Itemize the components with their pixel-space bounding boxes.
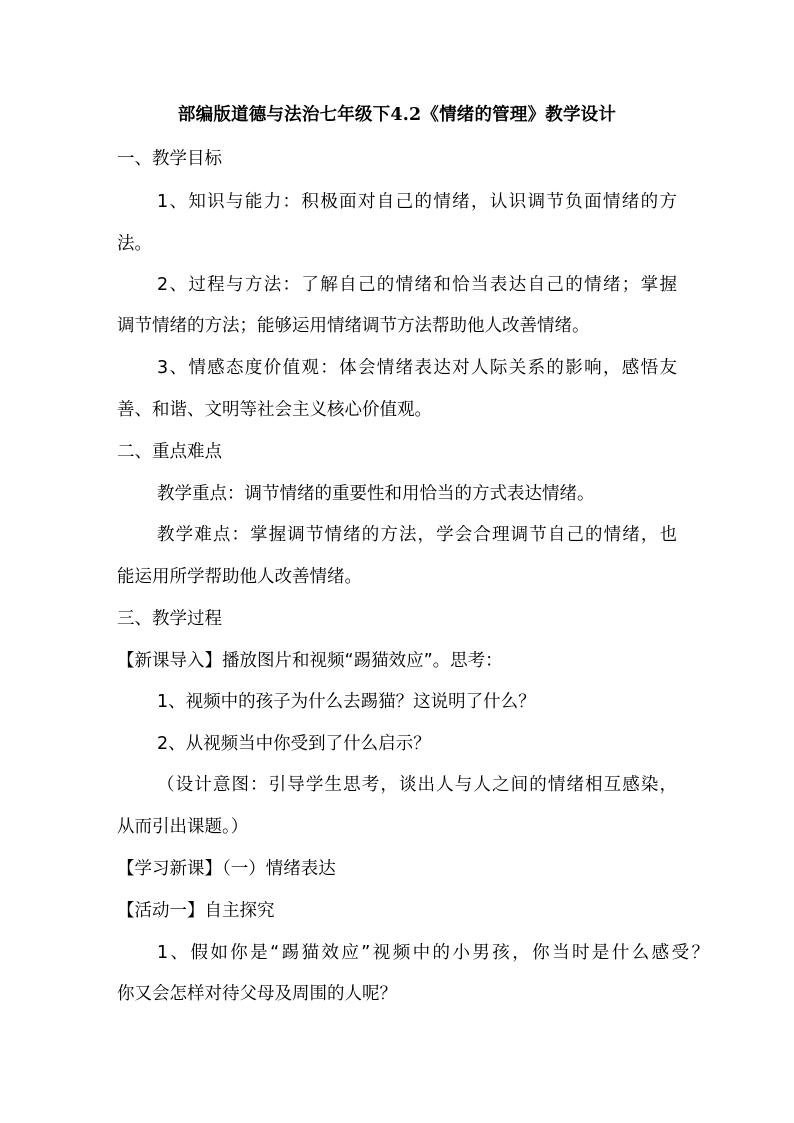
objective-1-line-1: 1、知识与能力：积极面对自己的情绪，认识调节负面情绪的方 [157, 192, 677, 212]
objective-2-line-1: 2、过程与方法：了解自己的情绪和恰当表达自己的情绪；掌握 [157, 275, 677, 295]
section-heading-key-points: 二、重点难点 [117, 442, 222, 462]
objective-1-line-2: 法。 [117, 234, 152, 254]
activity-question-line-1: 1、假如你是“踢猫效应”视频中的小男孩，你当时是什么感受？ [157, 943, 709, 963]
intro-question-1: 1、视频中的孩子为什么去踢猫？这说明了什么？ [157, 692, 536, 712]
objective-3-line-1: 3、情感态度价值观：体会情绪表达对人际关系的影响，感悟友 [157, 358, 677, 378]
activity-one-heading: 【活动一】自主探究 [117, 901, 275, 921]
lesson-intro: 【新课导入】播放图片和视频“踢猫效应”。思考： [117, 651, 503, 671]
design-intent-line-2: 从而引出课题。） [117, 817, 249, 837]
difficulty-line-2: 能运用所学帮助他人改善情绪。 [117, 567, 362, 587]
intro-question-2: 2、从视频当中你受到了什么启示？ [157, 734, 431, 754]
section-heading-process: 三、教学过程 [117, 609, 222, 629]
new-lesson-heading: 【学习新课】（一）情绪表达 [117, 859, 336, 879]
activity-question-line-2: 你又会怎样对待父母及周围的人呢？ [117, 984, 397, 1004]
design-intent-line-1: （设计意图：引导学生思考，谈出人与人之间的情绪相互感染， [157, 775, 677, 795]
difficulty-line-1: 教学难点：掌握调节情绪的方法，学会合理调节自己的情绪，也 [157, 525, 677, 545]
objective-2-line-2: 调节情绪的方法；能够运用情绪调节方法帮助他人改善情绪。 [117, 316, 590, 336]
document-title: 部编版道德与法治七年级下4.2《情绪的管理》教学设计 [177, 105, 617, 125]
key-point-text: 教学重点：调节情绪的重要性和用恰当的方式表达情绪。 [157, 484, 595, 504]
section-heading-objectives: 一、教学目标 [117, 149, 222, 169]
objective-3-line-2: 善、和谐、文明等社会主义核心价值观。 [117, 400, 432, 420]
